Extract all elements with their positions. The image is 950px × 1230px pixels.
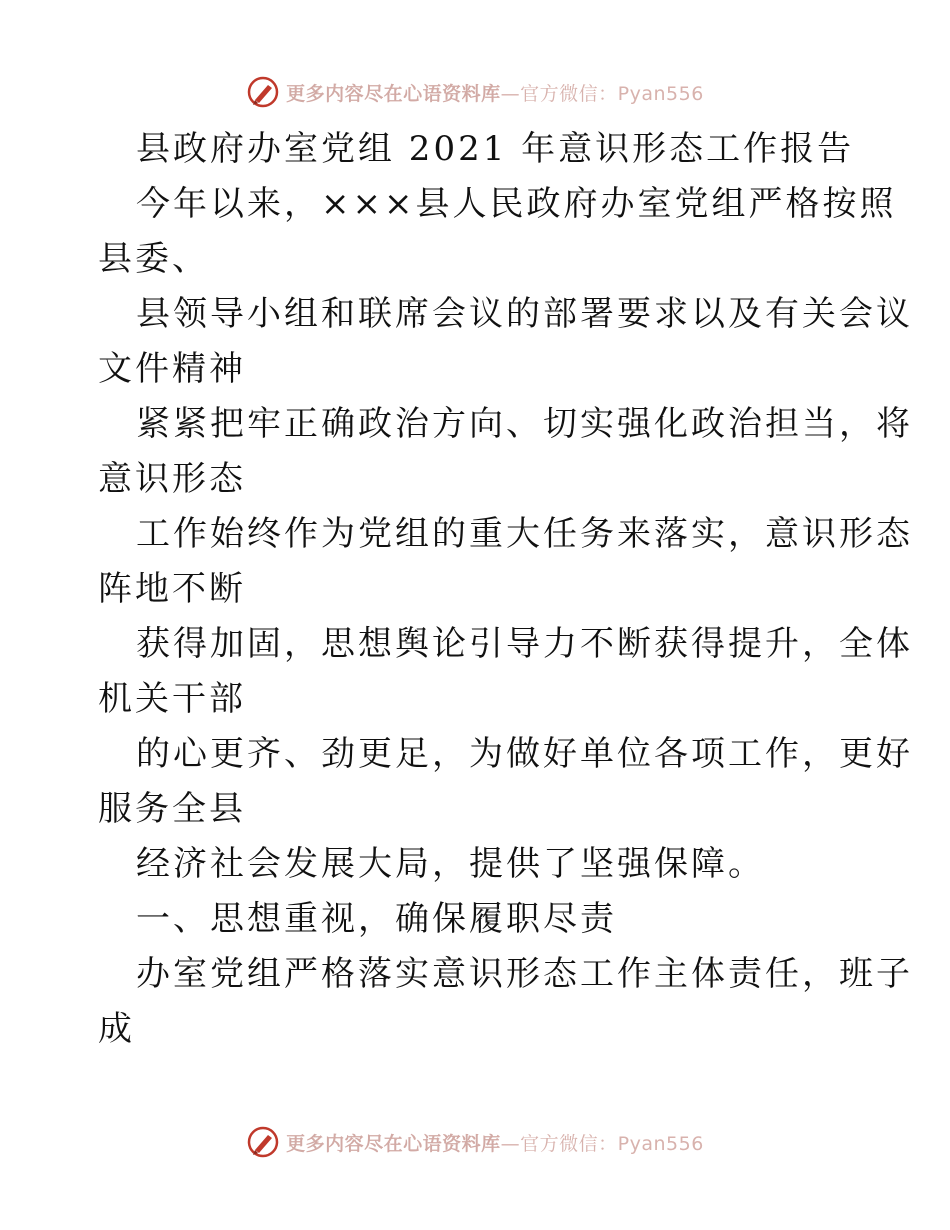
footer-banner: [0, 1122, 950, 1162]
paragraph-line: 办室党组严格落实意识形态工作主体责任，班子: [136, 954, 913, 994]
paragraph-line: 意识形态: [98, 459, 246, 499]
paragraph-line: 文件精神: [98, 349, 246, 389]
banner-main-text: 更多内容尽在心语资料库: [286, 82, 501, 105]
banner-suffix-text: 官方微信：Pyan556: [520, 82, 704, 105]
paragraph-line: 服务全县: [98, 789, 246, 829]
paragraph-line: 机关干部: [98, 679, 246, 719]
section-heading: 一、思想重视，确保履职尽责: [136, 899, 617, 939]
paragraph-line: 阵地不断: [98, 569, 246, 609]
banner-separator: —: [500, 82, 521, 105]
paragraph-line: 成: [98, 1009, 135, 1049]
header-banner: [0, 72, 950, 112]
paragraph-line: 县领导小组和联席会议的部署要求以及有关会议: [136, 294, 913, 334]
paragraph-line: 的心更齐、劲更足，为做好单位各项工作，更好: [136, 734, 913, 774]
banner-suffix-text: 官方微信：Pyan556: [520, 1132, 704, 1155]
pen-logo-icon: [246, 1125, 280, 1159]
banner-text: [286, 79, 704, 106]
paragraph-line: 获得加固，思想舆论引导力不断获得提升，全体: [136, 624, 913, 664]
banner-separator: —: [500, 1132, 521, 1155]
banner-text: [286, 1129, 704, 1156]
paragraph-line: 工作始终作为党组的重大任务来落实，意识形态: [136, 514, 913, 554]
banner-main-text: 更多内容尽在心语资料库: [286, 1132, 501, 1155]
paragraph-line: 紧紧把牢正确政治方向、切实强化政治担当，将: [136, 404, 913, 444]
pen-logo-icon: [246, 75, 280, 109]
paragraph-line: 今年以来，×××县人民政府办室党组严格按照: [136, 184, 897, 224]
paragraph-line: 经济社会发展大局，提供了坚强保障。: [136, 844, 765, 884]
document-title: 县政府办室党组 2021 年意识形态工作报告: [136, 129, 855, 169]
document-body: [98, 122, 913, 1057]
paragraph-line: 县委、: [98, 239, 209, 279]
